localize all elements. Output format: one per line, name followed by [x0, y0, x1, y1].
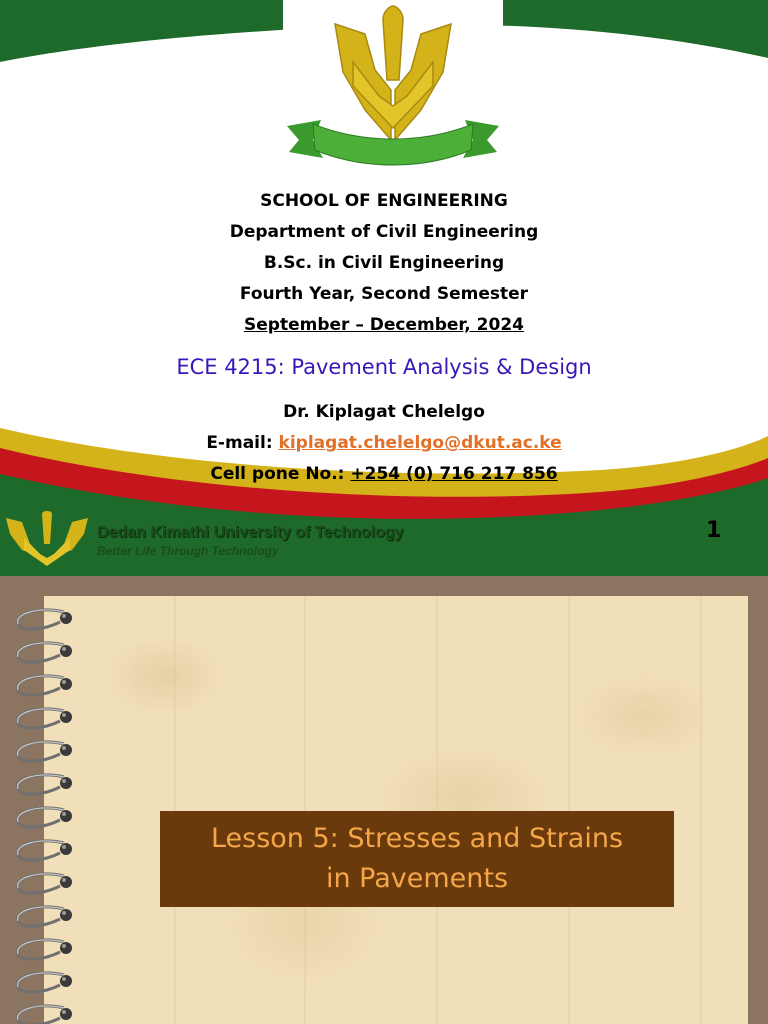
footer-university-name: Dedan Kimathi University of Technology	[97, 524, 404, 541]
slide-number: 1	[706, 518, 722, 543]
course-title: ECE 4215: Pavement Analysis & Design	[176, 355, 592, 379]
school-name: SCHOOL OF ENGINEERING	[260, 191, 508, 211]
instructor-block	[0, 397, 768, 490]
lecturer-name: Dr. Kiplagat Chelelgo	[283, 402, 485, 422]
programme-name: B.Sc. in Civil Engineering	[263, 253, 505, 273]
lesson-title-box	[160, 811, 674, 907]
department-name: Department of Civil Engineering	[229, 222, 539, 242]
academic-period: September – December, 2024	[244, 315, 524, 335]
phone-label: Cell pone No.:	[210, 464, 351, 484]
phone-number: +254 (0) 716 217 856	[350, 464, 558, 484]
year-semester: Fourth Year, Second Semester	[239, 284, 529, 304]
footer-tagline: Better Life Through Technology	[97, 544, 279, 558]
lesson-slide	[0, 576, 768, 1024]
footer-logo	[4, 510, 90, 568]
email-link[interactable]: kiplagat.chelelgo@dkut.ac.ke	[278, 433, 562, 453]
lesson-title: Lesson 5: Stresses and Strains in Pavements	[210, 823, 624, 894]
university-logo	[283, 0, 503, 180]
notebook-paper	[44, 596, 748, 1024]
email-label: E-mail:	[206, 433, 279, 453]
spiral-binding-icon	[8, 604, 78, 1024]
